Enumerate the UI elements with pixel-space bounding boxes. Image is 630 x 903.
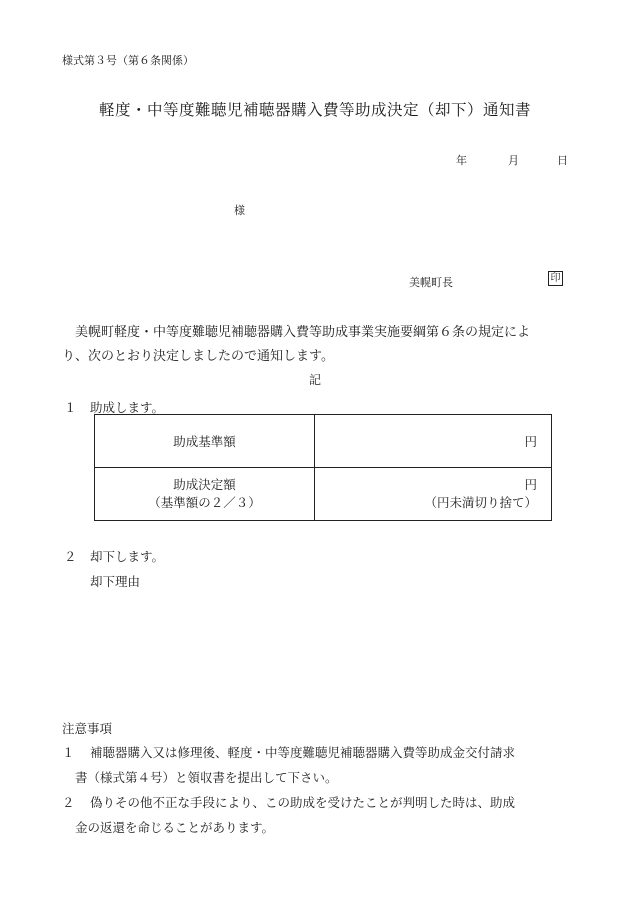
decided-amount-label-line1: 助成決定額 [173,477,236,492]
decided-amount-label-line2: （基準額の２／３） [148,495,261,510]
body-paragraph [62,321,572,369]
table-row [95,415,552,468]
standard-amount-value: 円 [315,415,552,468]
note-1-line2: 書（様式第４号）と領収書を提出して下さい。 [75,770,338,785]
note-1-line1: 補聴器購入又は修理後、軽度・中等度難聴児補聴器購入費等助成金交付請求 [90,745,516,760]
section-2-label: 却下します。 [90,549,165,564]
date-day-label: 日 [557,154,568,167]
section-1-label: 助成します。 [90,400,165,415]
form-number: 様式第３号（第６条関係） [62,54,194,67]
addressee-suffix: 様 [234,204,245,217]
notes-heading: 注意事項 [62,721,113,736]
issuer-name: 美幌町長 [409,276,453,289]
section-2-number: ２ [64,549,77,564]
rejection-reason-label: 却下理由 [90,574,141,589]
standard-amount-label: 助成基準額 [95,415,315,468]
ki-heading: 記 [308,373,321,387]
document-title: 軽度・中等度難聴児補聴器購入費等助成決定（却下）通知書 [98,101,531,119]
note-2-number: ２ [62,795,75,810]
decided-amount-value [315,468,552,521]
note-item-1 [62,740,578,790]
note-1-number: １ [62,745,75,760]
note-2-line1: 偽りその他不正な手段により、この助成を受けたことが判明した時は、助成 [90,795,516,810]
section-1-number: １ [64,400,77,415]
decided-amount-yen: 円 [524,477,537,492]
note-item-2 [62,790,578,840]
section-2-heading [64,547,164,565]
date-year-label: 年 [456,154,467,167]
table-row [95,468,552,521]
decided-amount-rounding-note: （円未満切り捨て） [424,495,537,510]
date-month-label: 月 [508,154,519,167]
note-2-line2: 金の返還を命じることがあります。 [75,820,275,835]
decided-amount-label [95,468,315,521]
seal-stamp-box: 印 [548,271,563,286]
body-line-2: り、次のとおり決定しましたので通知します。 [62,349,334,364]
body-line-1: 美幌町軽度・中等度難聴児補聴器購入費等助成事業実施要綱第６条の規定によ [75,325,531,340]
grant-amount-table [94,414,552,521]
